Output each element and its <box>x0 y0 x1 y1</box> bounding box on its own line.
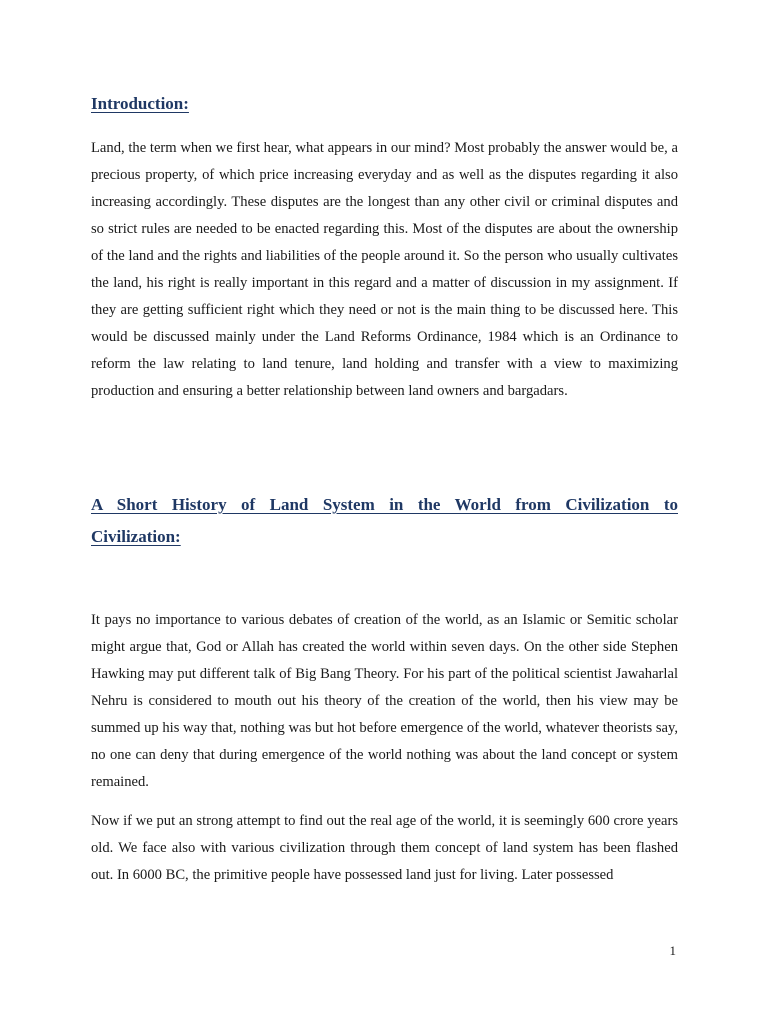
history-paragraph-2: Now if we put an strong attempt to find out the real age of the world, it is seemingly 600 crore years old. We face also with various civilization through them concept of land system has been flashed out. In 6000 BC, the primitive people have possessed land just for living. Later possessed <box>91 813 678 883</box>
section-heading-introduction: Introduction: <box>91 94 189 113</box>
page-number: 1 <box>669 943 676 958</box>
section-heading-land-history: A Short History of Land System in the World from Civilization to Civilization: <box>91 495 678 546</box>
history-paragraph-1: It pays no importance to various debates of creation of the world, as an Islamic or Semitic scholar might argue that, God or Allah has created the world within seven days. On the other side Stephen Hawking may put different talk of Big Bang Theory. For his part of the political scientist Jawaharlal Nehru is considered to mouth out his theory of the creation of the world, then his view may be summed up his way that, nothing was but hot before emergence of the world, whatever theorists say, no one can deny that during emergence of the world nothing was about the land concept or system remained. <box>91 612 678 790</box>
introduction-paragraph: Land, the term when we first hear, what appears in our mind? Most probably the answer would be, a precious property, of which price increasing everyday and as well as the disputes regarding it also increasing accordingly. These disputes are the longest than any other civil or criminal disputes and so strict rules are needed to be enacted regarding this. Most of the disputes are about the ownership of the land and the rights and liabilities of the people around it. So the person who usually cultivates the land, his right is really important in this regard and a matter of discussion in my assignment. If they are getting sufficient right which they need or not is the main thing to be discussed here. This would be discussed mainly under the Land Reforms Ordinance, 1984 which is an Ordinance to reform the law relating to land tenure, land holding and transfer with a view to maximizing production and ensuring a better relationship between land owners and bargadars. <box>91 140 678 399</box>
